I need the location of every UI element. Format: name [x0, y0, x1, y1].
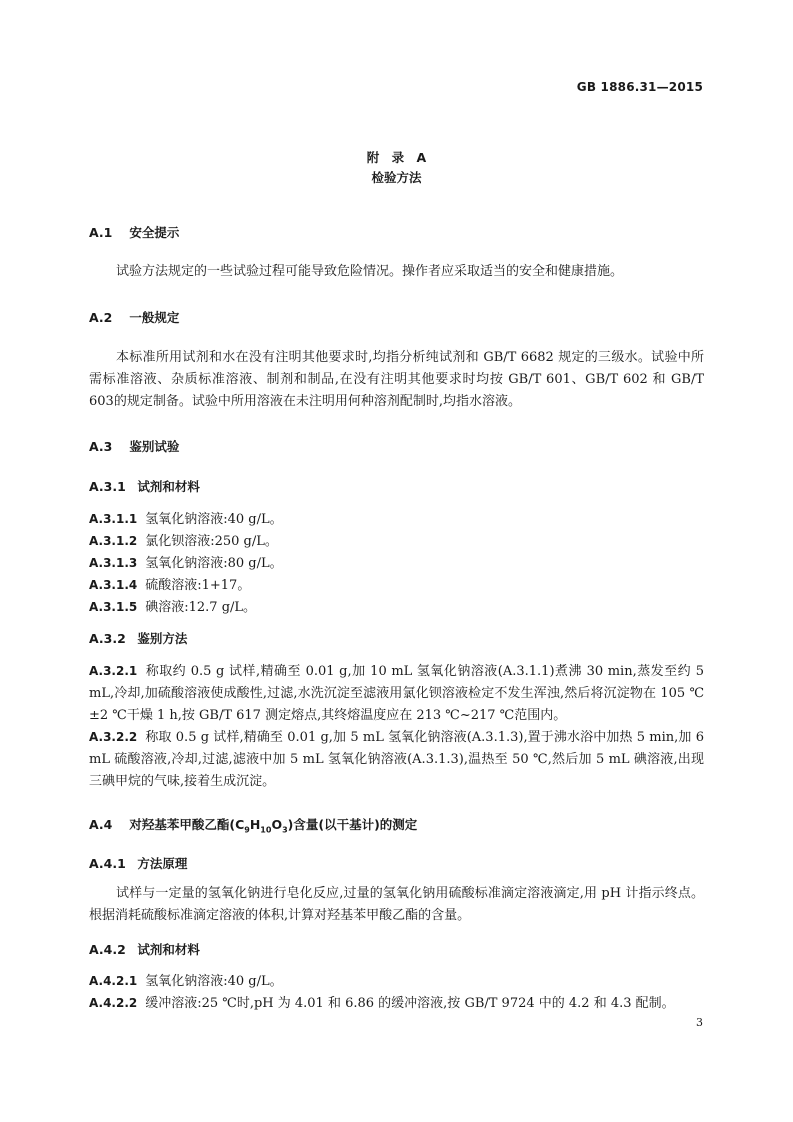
- section-title: 试剂和材料: [137, 942, 200, 957]
- list-item: [89, 508, 704, 531]
- list-item: [89, 530, 704, 553]
- item-number: A.3.1.3: [89, 556, 138, 570]
- section-title: 方法原理: [137, 856, 188, 871]
- paragraph-a1: 试验方法规定的一些试验过程可能导致危险情况。操作者应采取适当的安全和健康措施。: [116, 264, 624, 279]
- list-item: [89, 596, 704, 619]
- paragraph-a2: 本标准所用试剂和水在没有注明其他要求时,均指分析纯试剂和 GB/T 6682 规定的三级水。试验中所需标准溶液、杂质标准溶液、制剂和制品,在没有注明其他要求时均按 GB/T 601、GB/T 602 和 GB/T 603的规定制备。试验中所用溶液在未注明用何种溶剂配制时,均指水溶液。: [89, 350, 704, 409]
- item-number: A.3.1.5: [89, 600, 138, 614]
- paragraph-a41: 试样与一定量的氢氧化钠进行皂化反应,过量的氢氧化钠用硫酸标准滴定溶液滴定,用 pH 计指示终点。根据消耗硫酸标准滴定溶液的体积,计算对羟基苯甲酸乙酯的含量。: [89, 886, 704, 923]
- section-heading-a32: [89, 629, 187, 647]
- item-text: 碘溶液:12.7 g/L。: [145, 600, 257, 615]
- section-number: A.2: [89, 310, 113, 325]
- list-item: [89, 660, 704, 727]
- item-text: 硫酸溶液:1+17。: [145, 578, 251, 593]
- item-number: A.4.2.1: [89, 974, 138, 988]
- section-heading-a1: [89, 223, 179, 241]
- item-text: 氢氧化钠溶液:40 g/L。: [145, 512, 283, 527]
- annex-title: 检验方法: [371, 170, 422, 185]
- item-text: 氢氧化钠溶液:80 g/L。: [145, 556, 283, 571]
- section-title: 一般规定: [129, 310, 180, 325]
- section-heading-a31: [89, 477, 200, 495]
- item-number: A.3.2.2: [89, 730, 138, 744]
- list-item: [89, 552, 704, 575]
- section-number: A.4.1: [89, 856, 126, 871]
- section-number: A.3.1: [89, 479, 126, 494]
- page-number: 3: [696, 1016, 703, 1029]
- list-item: [89, 726, 704, 793]
- item-number: A.3.2.1: [89, 664, 138, 678]
- item-number: A.3.1.1: [89, 512, 138, 526]
- list-item: [89, 970, 704, 993]
- item-text: 称取 0.5 g 试样,精确至 0.01 g,加 5 mL 氢氧化钠溶液(A.3.1.3),置于沸水浴中加热 5 min,加 6 mL 硫酸溶液,冷却,过滤,滤液中加 5 mL 氢氧化钠溶液(A.3.1.3),温热至 50 ℃,然后加 5 mL 碘溶液,出现三碘甲烷的气味,接着生成沉淀。: [89, 730, 704, 789]
- item-number: A.4.2.2: [89, 996, 138, 1010]
- section-heading-a42: [89, 940, 200, 958]
- item-number: A.3.1.2: [89, 534, 138, 548]
- section-title: 对羟基苯甲酸乙酯$(C_9H_{10}O_3)$含量(以干基计)的测定: [129, 817, 418, 835]
- standard-number: GB 1886.31—2015: [576, 80, 703, 94]
- list-item: [89, 574, 704, 597]
- list-item: [89, 992, 704, 1015]
- section-heading-a41: [89, 854, 187, 872]
- section-title: 安全提示: [129, 225, 180, 240]
- section-number: A.3: [89, 439, 113, 454]
- section-heading-a2: [89, 308, 179, 326]
- item-text: 称取约 0.5 g 试样,精确至 0.01 g,加 10 mL 氢氧化钠溶液(A.3.1.1)煮沸 30 min,蒸发至约 5 mL,冷却,加硫酸溶液使成酸性,过滤,水洗沉淀至滤液用氯化钡溶液检定不发生浑浊,然后将沉淀物在 105 ℃±2 ℃干燥 1 h,按 GB/T 617 测定熔点,其终熔温度应在 213 ℃~217 ℃范围内。: [89, 664, 704, 723]
- annex-label: 附 录 A: [366, 150, 427, 165]
- section-title: 鉴别试验: [129, 439, 180, 454]
- section-number: A.1: [89, 225, 113, 240]
- section-number: A.4.2: [89, 942, 126, 957]
- section-number: A.4: [89, 817, 113, 832]
- section-title: 试剂和材料: [137, 479, 200, 494]
- item-text: 氢氧化钠溶液:40 g/L。: [145, 974, 283, 989]
- section-heading-a4: [89, 815, 417, 835]
- section-number: A.3.2: [89, 631, 126, 646]
- item-text: 缓冲溶液:25 ℃时,pH 为 4.01 和 6.86 的缓冲溶液,按 GB/T 9724 中的 4.2 和 4.3 配制。: [145, 996, 675, 1011]
- section-heading-a3: [89, 437, 179, 455]
- item-text: 氯化钡溶液:250 g/L。: [145, 534, 278, 549]
- item-number: A.3.1.4: [89, 578, 138, 592]
- section-title: 鉴别方法: [137, 631, 188, 646]
